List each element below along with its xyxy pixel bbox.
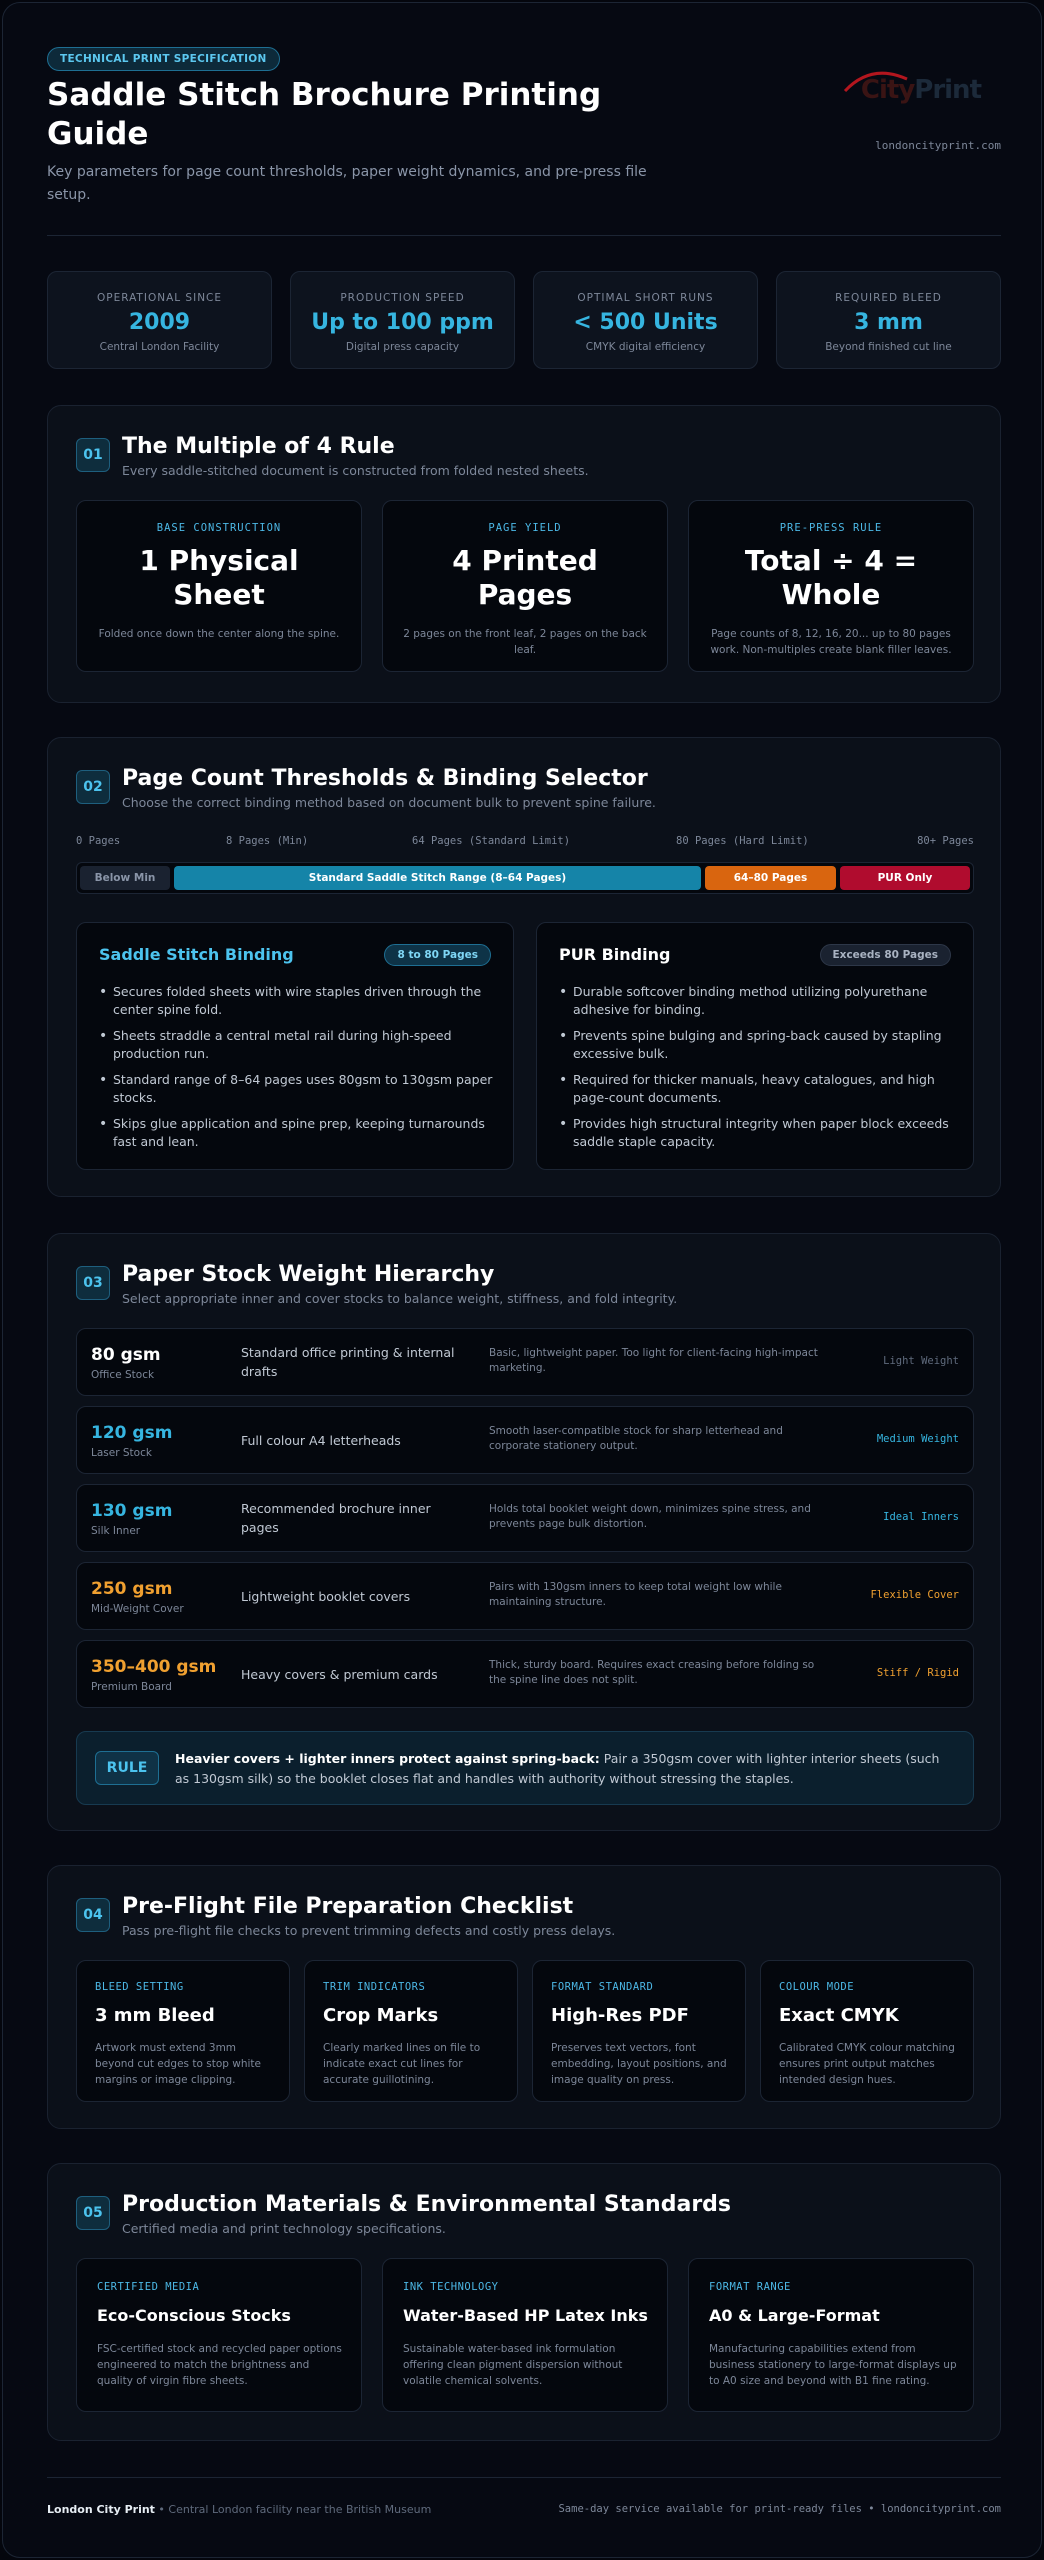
paper-row: [76, 1484, 974, 1552]
section-subtitle: Pass pre-flight file checks to prevent trimming defects and costly press delays.: [122, 1923, 616, 1938]
paper-weight: 80 gsm: [91, 1345, 161, 1365]
feature-list: [559, 983, 953, 1159]
stat-sub: Central London Facility: [99, 341, 220, 353]
section-title: Pre-Flight File Preparation Checklist: [122, 1894, 574, 1919]
card-value: Total ÷ 4 = Whole: [744, 544, 918, 611]
paper-tag: Flexible Cover: [870, 1589, 959, 1601]
paper-description: Basic, lightweight paper. Too light for client-facing high-impact marketing.: [489, 1347, 818, 1374]
paper-weight: 250 gsm: [91, 1579, 173, 1599]
checklist-card: [304, 1960, 518, 2102]
paper-type: Mid-Weight Cover: [91, 1603, 184, 1615]
section-preflight-checklist: [47, 1865, 1001, 2129]
card-title: Eco-Conscious Stocks: [97, 2306, 291, 2325]
paper-tag: Light Weight: [883, 1355, 959, 1367]
list-item: • Skips glue application and spine prep, keeping turnarounds fast and lean.: [99, 1115, 493, 1151]
card-description: FSC-certified stock and recycled paper options engineered to match the brightness and quality of virgin fibre sheets.: [97, 2343, 342, 2387]
card-description: Page counts of 8, 12, 16, 20... up to 80 pages work. Non-multiples create blank filler leaves.: [710, 628, 952, 656]
feature-list: [99, 983, 493, 1159]
card-label: CERTIFIED MEDIA: [97, 2281, 200, 2293]
range-badge: 8 to 80 Pages: [384, 944, 491, 966]
paper-description: Thick, sturdy board. Requires exact creasing before folding so the spine line does not split.: [489, 1659, 815, 1686]
page-header: [47, 47, 1001, 237]
list-item: • Standard range of 8–64 pages uses 80gsm to 130gsm paper stocks.: [99, 1071, 493, 1107]
scale-label: 0 Pages: [76, 835, 121, 847]
binding-range-bar: [76, 862, 974, 894]
paper-description: Smooth laser-compatible stock for sharp letterhead and corporate stationery output.: [489, 1425, 783, 1452]
paper-use: Recommended brochure inner pages: [241, 1501, 431, 1535]
paper-type: Laser Stock: [91, 1447, 152, 1459]
scale-label: 80 Pages (Hard Limit): [676, 835, 809, 847]
card-label: INK TECHNOLOGY: [403, 2281, 499, 2293]
card-title: A0 & Large-Format: [709, 2306, 880, 2325]
range-badge: Exceeds 80 Pages: [820, 944, 952, 966]
stat-label: OPTIMAL SHORT RUNS: [577, 292, 714, 304]
section-title: Production Materials & Environmental Standards: [122, 2192, 732, 2217]
paper-type: Premium Board: [91, 1681, 172, 1693]
segment-below-min[interactable]: Below Min: [80, 866, 170, 890]
card-label: TRIM INDICATORS: [323, 1981, 426, 1993]
scale-label: 64 Pages (Standard Limit): [412, 835, 571, 847]
stat-value: < 500 Units: [573, 310, 718, 335]
paper-type: Silk Inner: [91, 1525, 141, 1537]
card-description: Sustainable water-based ink formulation offering clean pigment dispersion without volatile chemical solvents.: [403, 2343, 623, 2387]
section-production-materials: [47, 2163, 1001, 2441]
card-description: Folded once down the center along the spine.: [98, 628, 340, 640]
list-item: • Prevents spine bulging and spring-back caused by stapling excessive bulk.: [559, 1027, 953, 1063]
section-number: 01: [76, 438, 110, 472]
paper-type: Office Stock: [91, 1369, 155, 1381]
stats-row: [47, 271, 1001, 369]
paper-weight: 120 gsm: [91, 1423, 173, 1443]
segment-pur-only[interactable]: PUR Only: [840, 866, 970, 890]
section-subtitle: Choose the correct binding method based on document bulk to prevent spine failure.: [122, 795, 656, 810]
list-item: • Required for thicker manuals, heavy catalogues, and high page-count documents.: [559, 1071, 953, 1107]
logo-print: Print: [914, 75, 981, 105]
card-title: Saddle Stitch Binding: [99, 945, 294, 964]
checklist-card: [76, 1960, 290, 2102]
paper-weight: 350–400 gsm: [91, 1657, 217, 1677]
footer-brand: [47, 2503, 431, 2516]
card-description: Preserves text vectors, font embedding, layout positions, and image quality on press.: [551, 2042, 727, 2086]
paper-row: [76, 1406, 974, 1474]
card-label: BASE CONSTRUCTION: [156, 522, 282, 534]
card-label: COLOUR MODE: [779, 1981, 855, 1993]
footer-divider: [47, 2477, 1001, 2478]
rule-callout: [76, 1731, 974, 1805]
page-scale-labels: [76, 835, 974, 851]
section-subtitle: Every saddle-stitched document is constructed from folded nested sheets.: [122, 463, 589, 478]
logo-wordmark: [861, 75, 981, 105]
section-number: 03: [76, 1266, 110, 1300]
card-label: FORMAT RANGE: [709, 2281, 791, 2293]
card-title: PUR Binding: [559, 945, 671, 964]
section-subtitle: Select appropriate inner and cover stocks to balance weight, stiffness, and fold integrity.: [122, 1291, 678, 1306]
card-title: 3 mm Bleed: [95, 2005, 215, 2026]
stat-sub: Digital press capacity: [345, 341, 460, 353]
materials-card: [382, 2258, 668, 2412]
stat-label: PRODUCTION SPEED: [340, 292, 465, 304]
paper-weight: 130 gsm: [91, 1501, 173, 1521]
materials-card: [76, 2258, 362, 2412]
rule-text-body: Pair a 350gsm cover with lighter interior sheets (such as 130gsm silk) so the booklet closes flat and handles with authority without stressing the staples.: [175, 1751, 940, 1786]
section-paper-weights: [47, 1233, 1001, 1831]
list-item: • Provides high structural integrity when paper block exceeds saddle staple capacity.: [559, 1115, 953, 1151]
header-divider: [47, 235, 1001, 236]
section-number: 02: [76, 770, 110, 804]
card-description: 2 pages on the front leaf, 2 pages on the back leaf.: [403, 628, 647, 656]
page-frame: [2, 2, 1042, 2558]
card-value: 4 Printed Pages: [452, 544, 598, 611]
saddle-stitch-card: [76, 922, 514, 1170]
stat-value: 2009: [128, 310, 191, 335]
section-title: Page Count Thresholds & Binding Selector: [122, 766, 648, 791]
list-item: • Durable softcover binding method utilizing polyurethane adhesive for binding.: [559, 983, 953, 1019]
scale-label: 8 Pages (Min): [226, 835, 309, 847]
stat-sub: CMYK digital efficiency: [585, 341, 706, 353]
checklist-card: [760, 1960, 974, 2102]
card-title: Exact CMYK: [779, 2005, 899, 2026]
list-item: • Sheets straddle a central metal rail during high-speed production run.: [99, 1027, 493, 1063]
stat-label: OPERATIONAL SINCE: [96, 292, 223, 304]
segment-64-80[interactable]: 64–80 Pages: [705, 866, 836, 890]
card-value: 1 Physical Sheet: [139, 544, 299, 611]
card-description: Manufacturing capabilities extend from business stationery to large-format displays up to A0 size and beyond with B1 fine rating.: [709, 2343, 957, 2387]
pur-binding-card: [536, 922, 974, 1170]
stat-label: REQUIRED BLEED: [835, 292, 942, 304]
page-title: Saddle Stitch Brochure Printing Guide: [47, 77, 602, 152]
rule-text-bold: Heavier covers + lighter inners protect against spring-back:: [175, 1751, 600, 1766]
stat-card: [776, 271, 1001, 369]
card-title: Water-Based HP Latex Inks: [403, 2306, 648, 2325]
list-item: • Secures folded sheets with wire staples driven through the center spine fold.: [99, 983, 493, 1019]
section-title: Paper Stock Weight Hierarchy: [122, 1262, 495, 1287]
stat-card: [47, 271, 272, 369]
scale-label: 80+ Pages: [917, 835, 974, 847]
card-title: Crop Marks: [323, 2005, 439, 2026]
paper-row: [76, 1328, 974, 1396]
section-number: 04: [76, 1898, 110, 1932]
company-logo[interactable]: [841, 75, 1001, 155]
segment-standard-range[interactable]: Standard Saddle Stitch Range (8–64 Pages): [174, 866, 701, 890]
rule-card: [382, 500, 668, 672]
card-description: Calibrated CMYK colour matching ensures print output matches intended design hues.: [779, 2042, 955, 2086]
logo-city: City: [860, 75, 915, 105]
section-page-thresholds: [47, 737, 1001, 1197]
paper-row: [76, 1562, 974, 1630]
card-label: PRE-PRESS RULE: [779, 522, 883, 534]
footer-location: • Central London facility near the British Museum: [154, 2503, 432, 2516]
footer-brand-name: London City Print: [47, 2503, 155, 2516]
materials-card: [688, 2258, 974, 2412]
card-title: High-Res PDF: [551, 2005, 689, 2026]
logo-url[interactable]: londoncityprint.com: [875, 139, 1001, 152]
page-subtitle: Key parameters for page count thresholds, paper weight dynamics, and pre-press file setup.: [47, 164, 647, 203]
rule-card: [76, 500, 362, 672]
paper-tag: Ideal Inners: [883, 1511, 959, 1523]
card-label: PAGE YIELD: [488, 522, 562, 534]
section-title: The Multiple of 4 Rule: [122, 434, 395, 459]
card-label: FORMAT STANDARD: [551, 1981, 654, 1993]
stat-card: [290, 271, 515, 369]
paper-tag: Medium Weight: [876, 1433, 959, 1445]
card-description: Clearly marked lines on file to indicate exact cut lines for accurate guillotining.: [323, 2042, 481, 2086]
paper-use: Full colour A4 letterheads: [241, 1433, 401, 1448]
stat-card: [533, 271, 758, 369]
rule-card: [688, 500, 974, 672]
paper-use: Heavy covers & premium cards: [241, 1667, 438, 1682]
stat-value: Up to 100 ppm: [311, 310, 494, 335]
spec-tag: TECHNICAL PRINT SPECIFICATION: [47, 47, 280, 71]
section-subtitle: Certified media and print technology specifications.: [122, 2221, 446, 2236]
paper-row: [76, 1640, 974, 1708]
stat-sub: Beyond finished cut line: [825, 341, 952, 353]
card-description: Artwork must extend 3mm beyond cut edges to stop white margins or image clipping.: [95, 2042, 261, 2086]
paper-description: Pairs with 130gsm inners to keep total weight low while maintaining structure.: [489, 1581, 782, 1608]
rule-text: [175, 1749, 955, 1789]
paper-description: Holds total booklet weight down, minimizes spine stress, and prevents page bulk distortion.: [489, 1503, 811, 1530]
paper-use: Lightweight booklet covers: [241, 1589, 411, 1604]
rule-chip: RULE: [95, 1751, 159, 1785]
checklist-card: [532, 1960, 746, 2102]
paper-use: Standard office printing & internal drafts: [241, 1345, 455, 1379]
section-number: 05: [76, 2196, 110, 2230]
card-label: BLEED SETTING: [95, 1981, 184, 1993]
footer-note: Same-day service available for print-ready files • londoncityprint.com: [558, 2503, 1001, 2515]
stat-value: 3 mm: [854, 310, 923, 335]
section-multiple-of-4: [47, 405, 1001, 703]
paper-tag: Stiff / Rigid: [876, 1667, 959, 1679]
